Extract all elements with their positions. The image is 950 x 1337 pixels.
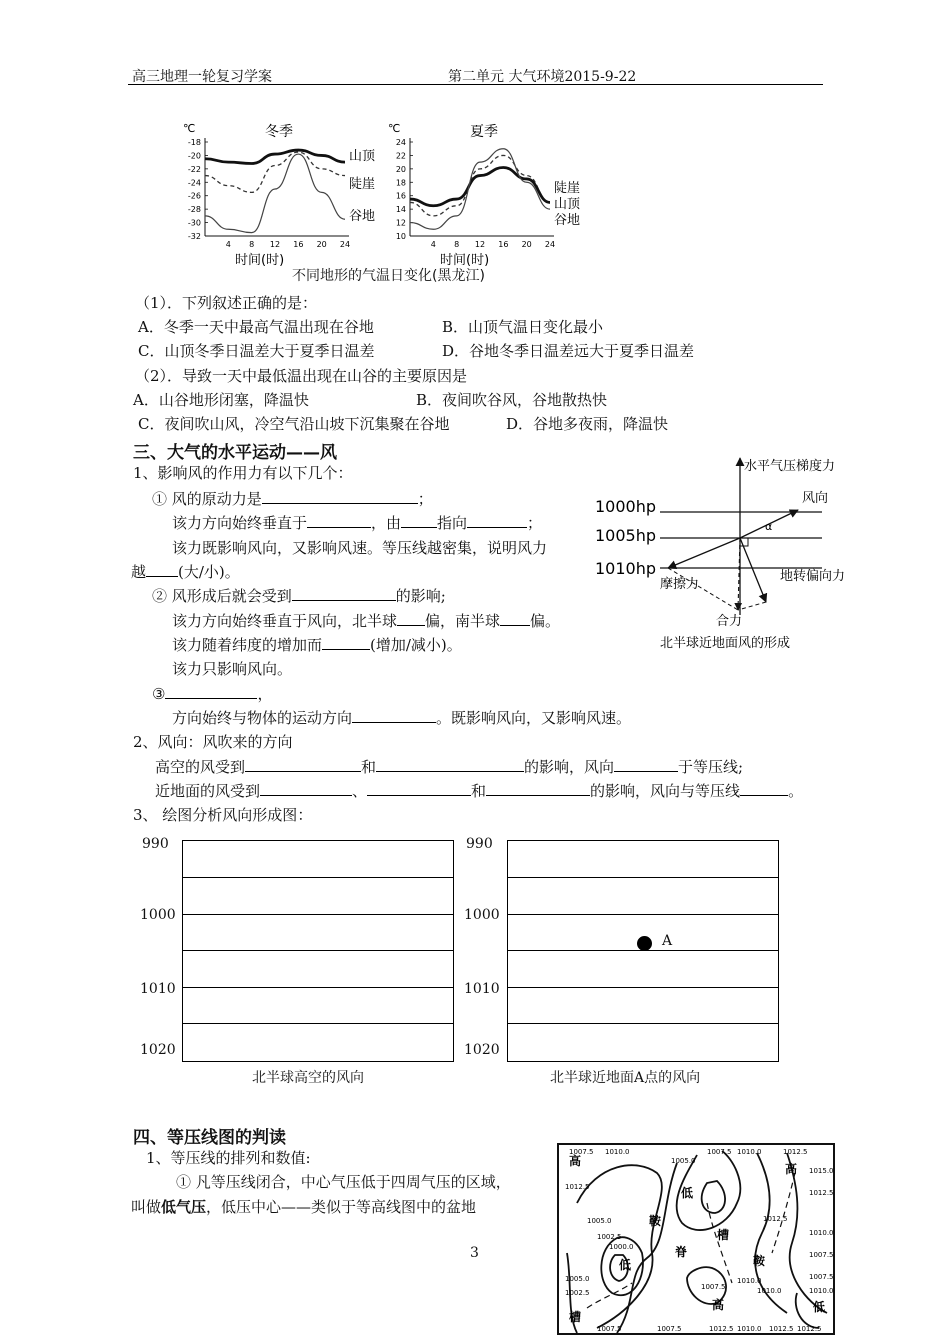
q2-stem: （2）．导致一天中最低温出现在山谷的主要原因是 bbox=[135, 367, 468, 385]
summer-xtick: 24 bbox=[544, 240, 556, 249]
winter-legend-0: 山顶 bbox=[349, 149, 376, 164]
summer-xtick: 16 bbox=[498, 240, 509, 249]
winter-ytick: -22 bbox=[187, 164, 201, 174]
sec4-p1: 1、等压线的排列和数值: bbox=[146, 1149, 311, 1167]
q1-option-d: D．谷地冬季日温差远大于夏季日温差 bbox=[442, 342, 695, 360]
parallelogram-line-2 bbox=[738, 602, 766, 610]
right-grid-caption: 北半球近地面A点的风向 bbox=[550, 1070, 701, 1086]
winter-ytick: -30 bbox=[187, 218, 201, 228]
isobar-1010-label: 1010hp bbox=[595, 559, 657, 578]
val-5: 1010.0 bbox=[737, 1148, 762, 1156]
sec3-p8: 该力随着纬度的增加而 (增加/减小)。 bbox=[172, 636, 462, 654]
sec3-p2: ① 风的原动力是 ； bbox=[152, 490, 433, 508]
val-17: 1010.0 bbox=[737, 1325, 762, 1333]
summer-legend-1: 山顶 bbox=[554, 197, 581, 212]
val-21: 1010.0 bbox=[809, 1287, 834, 1295]
summer-ytick: 20 bbox=[395, 164, 406, 174]
q1-option-a: A．冬季一天中最高气温出现在谷地 bbox=[138, 318, 374, 336]
summer-chart bbox=[388, 122, 581, 268]
summer-ytick: 14 bbox=[395, 205, 406, 215]
right-grid-label-1020: 1020 bbox=[464, 1042, 500, 1058]
winter-xtick: 16 bbox=[293, 240, 304, 249]
val-25: 1007.5 bbox=[657, 1325, 682, 1333]
summer-series-山顶 bbox=[410, 168, 550, 206]
sec3-p12: 2、风向：风吹来的方向 bbox=[133, 733, 293, 751]
sec3-p14: 近地面的风受到 、 和 的影响，风向与等压线 。 bbox=[155, 782, 804, 800]
left-grid-box[interactable] bbox=[182, 840, 454, 1062]
sec3-p15: 3、 绘图分析风向形成图： bbox=[133, 806, 313, 824]
right-grid-label-1010: 1010 bbox=[464, 981, 500, 997]
right-grid-label-1000: 1000 bbox=[464, 907, 500, 923]
winter-ytick: -32 bbox=[187, 232, 201, 241]
val-9: 1010.0 bbox=[809, 1229, 834, 1237]
winter-ytick: -26 bbox=[187, 191, 201, 201]
q1-option-b: B．山顶气温日变化最小 bbox=[442, 318, 604, 336]
winter-xtick: 20 bbox=[316, 240, 327, 249]
left-grid-label-990: 990 bbox=[142, 836, 169, 852]
sec3-p3: 该力方向始终垂直于 ，由 指向 ； bbox=[172, 514, 543, 532]
summer-ytick: 16 bbox=[395, 191, 406, 201]
val-8: 1012.5 bbox=[809, 1189, 834, 1197]
low-2: 低 bbox=[619, 1258, 632, 1272]
friction-label: 摩擦力 bbox=[660, 577, 700, 592]
val-10: 1007.5 bbox=[809, 1251, 834, 1259]
low-3: 低 bbox=[813, 1300, 826, 1314]
val-2: 1012.5 bbox=[565, 1183, 590, 1191]
q1-stem: （1）．下列叙述正确的是： bbox=[135, 294, 318, 312]
val-27: 1012.5 bbox=[763, 1215, 788, 1223]
trough-1: 槽 bbox=[717, 1228, 730, 1242]
sec3-p1: 1、影响风的作用力有以下几个： bbox=[133, 464, 353, 482]
winter-series-谷地 bbox=[205, 154, 345, 233]
val-14: 1007.5 bbox=[701, 1283, 726, 1291]
low-1: 低 bbox=[681, 1186, 694, 1200]
val-23: 1002.5 bbox=[565, 1289, 590, 1297]
isobar-1005-label: 1005hp bbox=[595, 526, 657, 545]
sec4-p3: 叫做低气压，低压中心——类似于等高线图中的盆地 bbox=[131, 1198, 477, 1216]
val-24: 1005.0 bbox=[565, 1275, 590, 1283]
right-grid-label-990: 990 bbox=[466, 836, 493, 852]
sec3-p7: 该力方向始终垂直于风向，北半球 偏，南半球 偏。 bbox=[172, 612, 561, 630]
q2-option-a: A．山谷地形闭塞，降温快 bbox=[133, 391, 309, 409]
summer-legend-2: 谷地 bbox=[554, 213, 581, 228]
sec3-p13: 高空的风受到 和 的影响，风向 于等压线; bbox=[155, 758, 744, 776]
pgf-label: 水平气压梯度力 bbox=[744, 459, 836, 474]
winter-series-山顶 bbox=[205, 150, 345, 163]
val-22: 1007.5 bbox=[597, 1325, 622, 1333]
sec4-p2: ① 凡等压线闭合，中心气压低于四周气压的区域， bbox=[176, 1173, 511, 1191]
val-26: 1010.0 bbox=[757, 1287, 782, 1295]
summer-xtick: 12 bbox=[474, 240, 486, 249]
winter-series-陡崖 bbox=[205, 152, 345, 192]
summer-xtick: 4 bbox=[430, 240, 436, 249]
wind-direction-label: 风向 bbox=[802, 491, 829, 506]
right-grid-box[interactable] bbox=[507, 840, 779, 1062]
val-19: 1012.5 bbox=[797, 1325, 822, 1333]
resultant-label: 合力 bbox=[716, 614, 743, 629]
point-a-dot bbox=[637, 936, 652, 951]
saddle-1: 鞍 bbox=[649, 1214, 662, 1228]
winter-xtick: 24 bbox=[339, 240, 351, 249]
val-0: 1007.5 bbox=[569, 1148, 594, 1156]
left-grid-caption: 北半球高空的风向 bbox=[252, 1070, 364, 1086]
q2-option-b: B．夜间吹谷风，谷地散热快 bbox=[416, 391, 608, 409]
val-3: 1005.0 bbox=[671, 1157, 696, 1165]
high-1: 高 bbox=[569, 1154, 582, 1168]
wind-formation-diagram bbox=[590, 450, 850, 655]
val-15: 1010.0 bbox=[737, 1277, 762, 1285]
val-13: 1002.5 bbox=[597, 1233, 622, 1241]
winter-xtick: 12 bbox=[269, 240, 281, 249]
header-left: 高三地理一轮复习学案 bbox=[132, 69, 272, 85]
q1-option-c: C．山顶冬季日温差大于夏季日温差 bbox=[138, 342, 375, 360]
isobar-1000-label: 1000hp bbox=[595, 497, 657, 516]
friction-arrow bbox=[668, 538, 740, 568]
header-right: 第二单元 大气环境2015-9-22 bbox=[448, 69, 637, 85]
summer-xtick: 20 bbox=[521, 240, 532, 249]
coriolis-label: 地转偏向力 bbox=[780, 569, 846, 584]
summer-legend-0: 陡崖 bbox=[554, 181, 581, 196]
summer-ytick: 24 bbox=[395, 138, 406, 147]
trough-2: 槽 bbox=[569, 1310, 582, 1324]
val-18: 1012.5 bbox=[769, 1325, 794, 1333]
val-7: 1015.0 bbox=[809, 1167, 834, 1175]
summer-ytick: 10 bbox=[395, 232, 406, 241]
val-4: 1007.5 bbox=[707, 1148, 732, 1156]
winter-ytick: -28 bbox=[187, 205, 201, 215]
wind-diagram-caption: 北半球近地面风的形成 bbox=[660, 636, 791, 651]
summer-ytick: 12 bbox=[395, 218, 406, 228]
winter-legend-1: 陡崖 bbox=[349, 177, 376, 192]
isobar-map bbox=[557, 1143, 835, 1335]
left-grid-label-1020: 1020 bbox=[140, 1042, 176, 1058]
summer-title: 夏季 bbox=[470, 124, 498, 140]
sec3-p11: 方向始终与物体的运动方向 。既影响风向，又影响风速。 bbox=[172, 709, 632, 727]
sec3-p6: ② 风形成后就会受到 的影响; bbox=[152, 587, 446, 605]
val-11: 1005.0 bbox=[587, 1217, 612, 1225]
summer-ytick: 22 bbox=[395, 151, 406, 161]
summer-xlabel: 时间(时) bbox=[440, 253, 490, 268]
summer-xtick: 8 bbox=[454, 240, 460, 249]
sec3-p10: ③ ， bbox=[152, 685, 273, 703]
section-3-title: 三、大气的水平运动——风 bbox=[133, 443, 337, 463]
winter-ytick: -18 bbox=[187, 138, 201, 147]
high-2: 高 bbox=[785, 1162, 798, 1176]
temp-chart-caption: 不同地形的气温日变化(黑龙江) bbox=[292, 268, 485, 284]
left-grid-label-1010: 1010 bbox=[140, 981, 176, 997]
val-6: 1012.5 bbox=[783, 1148, 808, 1156]
val-20: 1007.5 bbox=[809, 1273, 834, 1281]
val-12: 1000.0 bbox=[609, 1243, 634, 1251]
val-16: 1012.5 bbox=[709, 1325, 734, 1333]
winter-chart bbox=[183, 122, 376, 268]
val-1: 1010.0 bbox=[605, 1148, 630, 1156]
winter-title: 冬季 bbox=[265, 124, 293, 140]
winter-ytick: -20 bbox=[187, 151, 201, 161]
coriolis-arrow bbox=[740, 538, 766, 602]
header-rule bbox=[128, 84, 823, 85]
point-a-label: A bbox=[662, 933, 673, 949]
high-3: 高 bbox=[712, 1298, 725, 1312]
sec3-p9: 该力只影响风向。 bbox=[172, 660, 293, 678]
winter-ytick: -24 bbox=[187, 178, 201, 188]
summer-series-谷地 bbox=[410, 149, 550, 230]
winter-xlabel: 时间(时) bbox=[235, 253, 285, 268]
summer-unit: ℃ bbox=[388, 122, 401, 135]
summer-ytick: 18 bbox=[395, 178, 406, 188]
winter-legend-2: 谷地 bbox=[349, 209, 376, 224]
winter-unit: ℃ bbox=[183, 122, 196, 135]
winter-xtick: 8 bbox=[249, 240, 255, 249]
alpha-label: α bbox=[765, 520, 773, 533]
saddle-2: 鞍 bbox=[753, 1254, 766, 1268]
left-grid-label-1000: 1000 bbox=[140, 907, 176, 923]
q2-option-d: D．谷地多夜雨，降温快 bbox=[506, 415, 669, 433]
page-number: 3 bbox=[470, 1245, 479, 1261]
section-4-title: 四、等压线图的判读 bbox=[133, 1128, 286, 1148]
sec3-p4: 该力既影响风向，又影响风速。等压线越密集，说明风力 bbox=[172, 539, 548, 557]
winter-xtick: 4 bbox=[225, 240, 231, 249]
q2-option-c: C．夜间吹山风，冷空气沿山坡下沉集聚在谷地 bbox=[138, 415, 450, 433]
ridge-label: 脊 bbox=[675, 1245, 688, 1259]
sec3-p5: 越 (大/小)。 bbox=[131, 563, 240, 581]
